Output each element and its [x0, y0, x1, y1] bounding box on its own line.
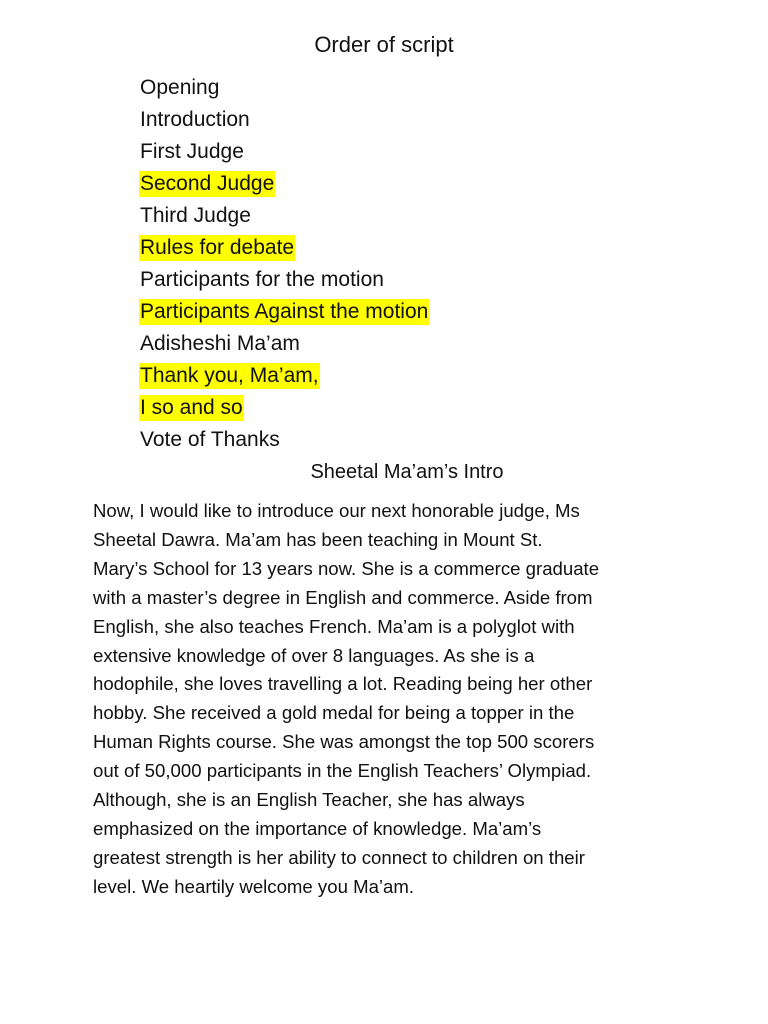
paragraph-line: Sheetal Dawra. Ma’am has been teaching in Mount St. — [93, 528, 543, 550]
paragraph-line: greatest strength is her ability to connect to children on their — [93, 846, 585, 868]
order-item: First Judge — [140, 140, 244, 163]
intro-heading: Sheetal Ma’am’s Intro — [310, 461, 504, 483]
order-item: Third Judge — [140, 204, 251, 227]
order-item: Second Judge — [140, 172, 275, 195]
paragraph-line: hobby. She received a gold medal for being a topper in the — [93, 702, 575, 724]
order-item: Participants Against the motion — [140, 300, 429, 323]
order-item: Participants for the motion — [140, 268, 384, 291]
paragraph-line: hodophile, she loves travelling a lot. Reading being her other — [93, 673, 593, 695]
order-item: I so and so — [140, 396, 243, 419]
paragraph-line: Human Rights course. She was amongst the top 500 scorers — [93, 731, 595, 753]
paragraph-line: extensive knowledge of over 8 languages. As she is a — [93, 644, 535, 666]
order-item: Introduction — [140, 108, 250, 131]
order-item: Adisheshi Ma’am — [140, 332, 300, 355]
intro-paragraph — [93, 497, 678, 902]
paragraph-line: English, she also teaches French. Ma’am is a polyglot with — [93, 615, 575, 637]
order-item: Thank you, Ma’am, — [140, 364, 319, 387]
order-list — [139, 72, 429, 456]
paragraph-line: emphasized on the importance of knowledge. Ma’am’s — [93, 817, 542, 839]
order-item: Rules for debate — [140, 236, 295, 259]
paragraph-line: Although, she is an English Teacher, she has always — [93, 789, 525, 811]
order-item: Vote of Thanks — [140, 428, 280, 451]
paragraph-line: Mary’s School for 13 years now. She is a commerce graduate — [93, 557, 600, 579]
paragraph-line: level. We heartily welcome you Ma’am. — [93, 875, 415, 897]
paragraph-line: Now, I would like to introduce our next honorable judge, Ms — [93, 500, 580, 521]
order-item: Opening — [140, 76, 220, 99]
paragraph-line: with a master’s degree in English and commerce. Aside from — [93, 586, 593, 608]
document-title: Order of script — [314, 32, 454, 57]
paragraph-line: out of 50,000 participants in the English Teachers’ Olympiad. — [93, 760, 592, 782]
